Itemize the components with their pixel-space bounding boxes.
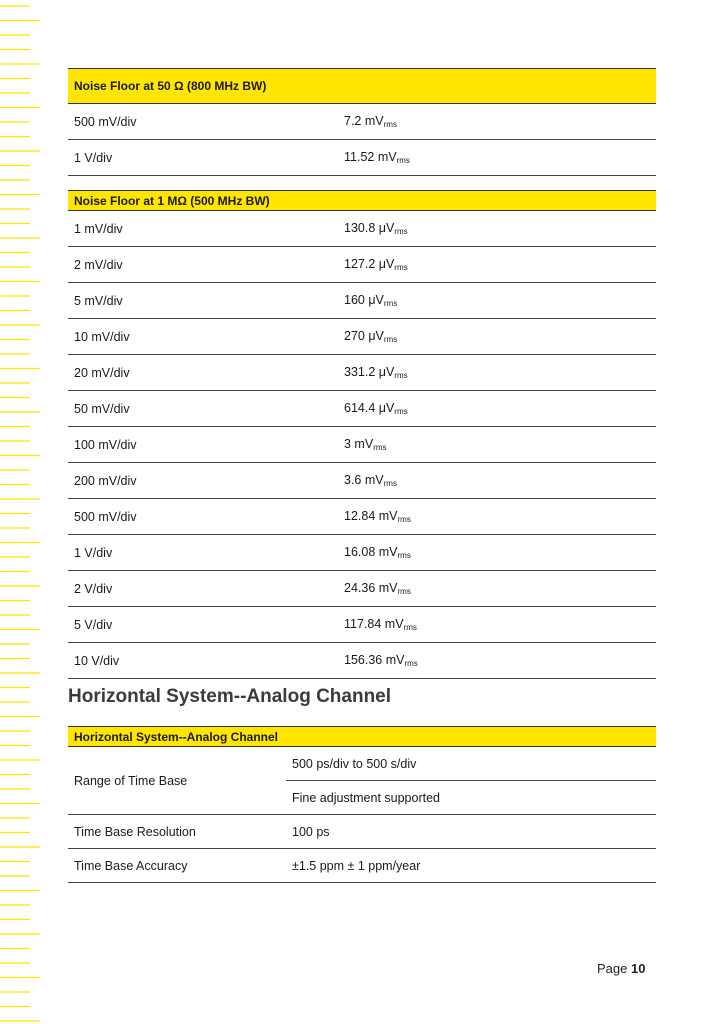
row-value <box>338 211 656 247</box>
value-number: 16.08 mV <box>344 545 398 559</box>
table-row <box>68 247 656 283</box>
row-value <box>338 355 656 391</box>
row-value <box>338 140 656 176</box>
row-label: 2 V/div <box>68 571 338 607</box>
value-number: 130.8 μV <box>344 221 395 235</box>
value-number: 117.84 mV <box>344 617 404 631</box>
row-label: 500 mV/div <box>68 104 338 140</box>
row-value <box>338 571 656 607</box>
value-number: 24.36 mV <box>344 581 398 595</box>
page-number <box>597 961 645 976</box>
table-header-label: Noise Floor at 1 MΩ (500 MHz BW) <box>68 191 656 211</box>
row-value: 500 ps/div to 500 s/div <box>286 747 656 781</box>
table-row <box>68 427 656 463</box>
page-number-value: 10 <box>631 961 646 976</box>
row-label: 2 mV/div <box>68 247 338 283</box>
row-value <box>338 463 656 499</box>
row-label: 500 mV/div <box>68 499 338 535</box>
table-header <box>68 191 656 211</box>
noise-floor-1mohm-table <box>68 190 656 679</box>
table-row <box>68 499 656 535</box>
row-value <box>338 283 656 319</box>
table-row <box>68 463 656 499</box>
row-value <box>338 643 656 679</box>
value-number: 7.2 mV <box>344 114 384 128</box>
row-value: 100 ps <box>286 815 656 849</box>
value-number: 156.36 mV <box>344 653 405 667</box>
table-row <box>68 849 656 883</box>
row-label: 20 mV/div <box>68 355 338 391</box>
table-row <box>68 815 656 849</box>
row-value <box>338 104 656 140</box>
table-row <box>68 140 656 176</box>
value-unit-subscript: rms <box>383 335 398 344</box>
page-label: Page <box>597 961 628 976</box>
row-label: 50 mV/div <box>68 391 338 427</box>
row-value <box>338 607 656 643</box>
table-row <box>68 104 656 140</box>
value-unit-subscript: rms <box>397 551 411 560</box>
row-label: Range of Time Base <box>68 747 286 815</box>
value-unit-subscript: rms <box>394 263 408 272</box>
value-unit-subscript: rms <box>373 443 387 452</box>
noise-floor-50ohm-table <box>68 68 656 176</box>
table-row <box>68 747 656 781</box>
table-row <box>68 211 656 247</box>
value-unit-subscript: rms <box>404 659 418 668</box>
value-unit-subscript: rms <box>397 587 411 596</box>
row-label: 1 V/div <box>68 535 338 571</box>
value-number: 12.84 mV <box>344 509 398 523</box>
row-value <box>338 247 656 283</box>
margin-decoration <box>0 0 44 1024</box>
table-row <box>68 283 656 319</box>
value-number: 11.52 mV <box>344 150 397 164</box>
row-label: 1 V/div <box>68 140 338 176</box>
row-value <box>338 499 656 535</box>
row-label: 10 mV/div <box>68 319 338 355</box>
row-value <box>338 319 656 355</box>
table-row <box>68 643 656 679</box>
value-number: 3.6 mV <box>344 473 384 487</box>
value-unit-subscript: rms <box>403 623 417 632</box>
value-unit-subscript: rms <box>394 371 408 380</box>
table-header-label: Noise Floor at 50 Ω (800 MHz BW) <box>68 69 656 104</box>
value-number: 3 mV <box>344 437 374 451</box>
value-number: 614.4 μV <box>344 401 395 415</box>
horizontal-system-table <box>68 726 656 883</box>
row-value <box>338 391 656 427</box>
section-title: Horizontal System--Analog Channel <box>68 686 392 707</box>
row-label: 5 V/div <box>68 607 338 643</box>
value-number: 160 μV <box>344 293 384 307</box>
value-number: 331.2 μV <box>344 365 395 379</box>
row-label: 5 mV/div <box>68 283 338 319</box>
table-row <box>68 319 656 355</box>
row-label: 200 mV/div <box>68 463 338 499</box>
table-header <box>68 727 656 747</box>
row-label: 100 mV/div <box>68 427 338 463</box>
row-label: 10 V/div <box>68 643 338 679</box>
value-number: 127.2 μV <box>344 257 395 271</box>
row-value: ±1.5 ppm ± 1 ppm/year <box>286 849 656 883</box>
table-row <box>68 391 656 427</box>
value-unit-subscript: rms <box>394 407 408 416</box>
row-label: 1 mV/div <box>68 211 338 247</box>
value-unit-subscript: rms <box>396 156 410 165</box>
value-unit-subscript: rms <box>383 479 397 488</box>
table-row <box>68 535 656 571</box>
value-unit-subscript: rms <box>383 120 397 129</box>
row-value: Fine adjustment supported <box>286 781 656 815</box>
table-row <box>68 571 656 607</box>
row-value <box>338 535 656 571</box>
row-label: Time Base Resolution <box>68 815 286 849</box>
table-row <box>68 355 656 391</box>
row-label: Time Base Accuracy <box>68 849 286 883</box>
value-unit-subscript: rms <box>394 227 408 236</box>
table-header-label: Horizontal System--Analog Channel <box>68 727 656 747</box>
table-row <box>68 607 656 643</box>
table-header <box>68 69 656 104</box>
value-number: 270 μV <box>344 329 384 343</box>
row-value <box>338 427 656 463</box>
value-unit-subscript: rms <box>383 299 398 308</box>
value-unit-subscript: rms <box>397 515 411 524</box>
